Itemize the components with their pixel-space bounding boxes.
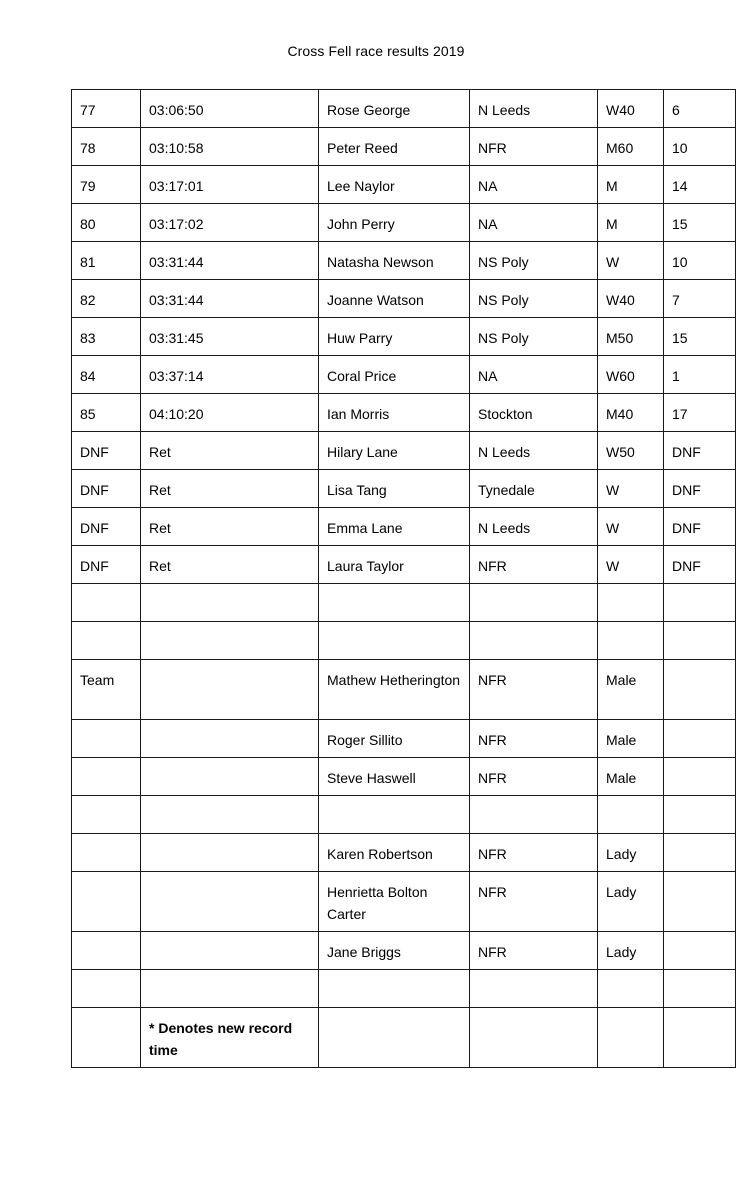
empty-cell xyxy=(664,758,736,796)
category-position-cell: 10 xyxy=(664,242,736,280)
club-cell: N Leeds xyxy=(470,432,598,470)
runner-name-cell: Peter Reed xyxy=(319,128,470,166)
category-cell: M40 xyxy=(598,394,664,432)
runner-name-cell: Hilary Lane xyxy=(319,432,470,470)
club-cell: N Leeds xyxy=(470,508,598,546)
empty-cell xyxy=(598,1008,664,1068)
empty-cell xyxy=(319,970,470,1008)
time-cell: 03:31:45 xyxy=(141,318,319,356)
empty-cell xyxy=(470,622,598,660)
category-position-cell: 1 xyxy=(664,356,736,394)
position-cell: 85 xyxy=(72,394,141,432)
gender-cell: Lady xyxy=(598,932,664,970)
category-position-cell: DNF xyxy=(664,470,736,508)
category-position-cell: 14 xyxy=(664,166,736,204)
category-cell: M xyxy=(598,204,664,242)
runner-name-cell: Rose George xyxy=(319,90,470,128)
category-cell: M60 xyxy=(598,128,664,166)
empty-cell xyxy=(664,1008,736,1068)
result-row xyxy=(72,280,736,318)
category-cell: W xyxy=(598,470,664,508)
result-row xyxy=(72,318,736,356)
result-row xyxy=(72,432,736,470)
empty-cell xyxy=(598,584,664,622)
gender-cell: Male xyxy=(598,758,664,796)
empty-cell xyxy=(319,622,470,660)
empty-cell xyxy=(598,796,664,834)
category-position-cell: 17 xyxy=(664,394,736,432)
gender-cell: Lady xyxy=(598,872,664,932)
club-cell: NFR xyxy=(470,720,598,758)
category-position-cell: DNF xyxy=(664,432,736,470)
team-row xyxy=(72,834,736,872)
result-row xyxy=(72,90,736,128)
time-cell: 03:17:02 xyxy=(141,204,319,242)
empty-cell xyxy=(470,796,598,834)
runner-name-cell: Huw Parry xyxy=(319,318,470,356)
empty-cell xyxy=(470,584,598,622)
empty-row xyxy=(72,584,736,622)
empty-cell xyxy=(141,970,319,1008)
position-cell: 82 xyxy=(72,280,141,318)
position-cell: 79 xyxy=(72,166,141,204)
team-member-name-cell: Roger Sillito xyxy=(319,720,470,758)
empty-cell xyxy=(319,796,470,834)
gender-cell: Lady xyxy=(598,834,664,872)
result-row xyxy=(72,394,736,432)
empty-cell xyxy=(470,970,598,1008)
runner-name-cell: John Perry xyxy=(319,204,470,242)
result-row xyxy=(72,470,736,508)
team-row xyxy=(72,758,736,796)
time-cell: 03:37:14 xyxy=(141,356,319,394)
empty-row xyxy=(72,970,736,1008)
empty-cell xyxy=(72,796,141,834)
category-position-cell: 15 xyxy=(664,318,736,356)
runner-name-cell: Joanne Watson xyxy=(319,280,470,318)
category-cell: W xyxy=(598,508,664,546)
position-cell: 83 xyxy=(72,318,141,356)
team-row xyxy=(72,660,736,720)
empty-cell xyxy=(72,622,141,660)
record-footnote: * Denotes new record time xyxy=(141,1008,319,1068)
club-cell: NS Poly xyxy=(470,242,598,280)
position-cell: DNF xyxy=(72,546,141,584)
runner-name-cell: Ian Morris xyxy=(319,394,470,432)
empty-cell xyxy=(598,970,664,1008)
runner-name-cell: Emma Lane xyxy=(319,508,470,546)
time-cell: Ret xyxy=(141,546,319,584)
empty-cell xyxy=(141,758,319,796)
time-cell: Ret xyxy=(141,470,319,508)
results-table xyxy=(71,89,736,1068)
team-member-name-cell: Karen Robertson xyxy=(319,834,470,872)
time-cell: 04:10:20 xyxy=(141,394,319,432)
empty-cell xyxy=(72,720,141,758)
category-position-cell: DNF xyxy=(664,546,736,584)
empty-cell xyxy=(470,1008,598,1068)
empty-cell xyxy=(664,796,736,834)
empty-cell xyxy=(664,584,736,622)
empty-cell xyxy=(72,834,141,872)
result-row xyxy=(72,204,736,242)
time-cell: 03:06:50 xyxy=(141,90,319,128)
empty-cell xyxy=(664,622,736,660)
category-cell: W40 xyxy=(598,90,664,128)
result-row xyxy=(72,546,736,584)
empty-cell xyxy=(664,932,736,970)
result-row xyxy=(72,356,736,394)
runner-name-cell: Lisa Tang xyxy=(319,470,470,508)
empty-cell xyxy=(664,834,736,872)
club-cell: N Leeds xyxy=(470,90,598,128)
result-row xyxy=(72,128,736,166)
empty-row xyxy=(72,796,736,834)
empty-cell xyxy=(141,796,319,834)
empty-cell xyxy=(141,720,319,758)
empty-row xyxy=(72,622,736,660)
empty-cell xyxy=(664,720,736,758)
club-cell: NFR xyxy=(470,660,598,720)
empty-cell xyxy=(72,758,141,796)
team-member-name-cell: Mathew Hetherington xyxy=(319,660,470,720)
club-cell: NA xyxy=(470,356,598,394)
position-cell: DNF xyxy=(72,470,141,508)
team-row xyxy=(72,932,736,970)
category-cell: W50 xyxy=(598,432,664,470)
position-cell: 80 xyxy=(72,204,141,242)
footnote-row xyxy=(72,1008,736,1068)
category-cell: M xyxy=(598,166,664,204)
club-cell: NFR xyxy=(470,546,598,584)
empty-cell xyxy=(664,872,736,932)
empty-cell xyxy=(72,584,141,622)
category-position-cell: 10 xyxy=(664,128,736,166)
club-cell: NS Poly xyxy=(470,280,598,318)
empty-cell xyxy=(72,1008,141,1068)
result-row xyxy=(72,242,736,280)
team-member-name-cell: Henrietta Bolton Carter xyxy=(319,872,470,932)
empty-cell xyxy=(72,970,141,1008)
category-position-cell: 6 xyxy=(664,90,736,128)
empty-cell xyxy=(319,1008,470,1068)
category-position-cell: 7 xyxy=(664,280,736,318)
club-cell: NA xyxy=(470,166,598,204)
club-cell: NFR xyxy=(470,758,598,796)
empty-cell xyxy=(598,622,664,660)
category-cell: W60 xyxy=(598,356,664,394)
time-cell: 03:10:58 xyxy=(141,128,319,166)
empty-cell xyxy=(664,660,736,720)
time-cell: 03:31:44 xyxy=(141,280,319,318)
club-cell: Tynedale xyxy=(470,470,598,508)
position-cell: DNF xyxy=(72,432,141,470)
time-cell: Ret xyxy=(141,508,319,546)
category-cell: M50 xyxy=(598,318,664,356)
runner-name-cell: Laura Taylor xyxy=(319,546,470,584)
position-cell: 81 xyxy=(72,242,141,280)
empty-cell xyxy=(141,932,319,970)
club-cell: NS Poly xyxy=(470,318,598,356)
time-cell: Ret xyxy=(141,432,319,470)
team-row xyxy=(72,720,736,758)
empty-cell xyxy=(72,872,141,932)
category-cell: W40 xyxy=(598,280,664,318)
empty-cell xyxy=(141,622,319,660)
position-cell: DNF xyxy=(72,508,141,546)
result-row xyxy=(72,508,736,546)
result-row xyxy=(72,166,736,204)
category-cell: W xyxy=(598,242,664,280)
empty-cell xyxy=(141,834,319,872)
club-cell: NFR xyxy=(470,834,598,872)
team-label-cell: Team xyxy=(72,660,141,720)
empty-cell xyxy=(319,584,470,622)
page-title: Cross Fell race results 2019 xyxy=(287,43,465,59)
gender-cell: Male xyxy=(598,660,664,720)
gender-cell: Male xyxy=(598,720,664,758)
team-member-name-cell: Steve Haswell xyxy=(319,758,470,796)
category-cell: W xyxy=(598,546,664,584)
runner-name-cell: Natasha Newson xyxy=(319,242,470,280)
club-cell: NFR xyxy=(470,932,598,970)
club-cell: NFR xyxy=(470,128,598,166)
category-position-cell: 15 xyxy=(664,204,736,242)
team-row xyxy=(72,872,736,932)
category-position-cell: DNF xyxy=(664,508,736,546)
runner-name-cell: Lee Naylor xyxy=(319,166,470,204)
club-cell: NFR xyxy=(470,872,598,932)
time-cell: 03:31:44 xyxy=(141,242,319,280)
empty-cell xyxy=(141,660,319,720)
position-cell: 77 xyxy=(72,90,141,128)
position-cell: 84 xyxy=(72,356,141,394)
club-cell: Stockton xyxy=(470,394,598,432)
time-cell: 03:17:01 xyxy=(141,166,319,204)
empty-cell xyxy=(141,872,319,932)
runner-name-cell: Coral Price xyxy=(319,356,470,394)
empty-cell xyxy=(72,932,141,970)
club-cell: NA xyxy=(470,204,598,242)
empty-cell xyxy=(141,584,319,622)
team-member-name-cell: Jane Briggs xyxy=(319,932,470,970)
empty-cell xyxy=(664,970,736,1008)
position-cell: 78 xyxy=(72,128,141,166)
